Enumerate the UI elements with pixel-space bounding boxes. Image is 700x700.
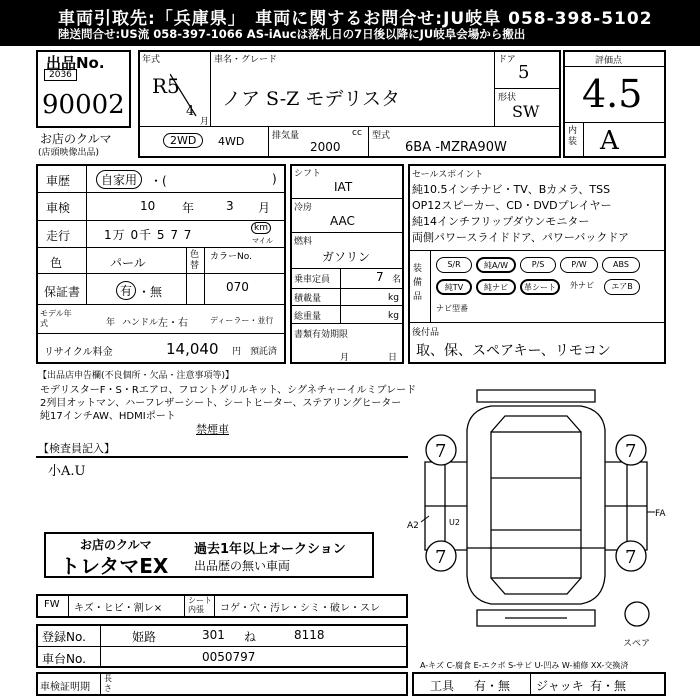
header-line-2: 陸送問合せ:US流 058-397-1066 AS-iAucは落札日の7日後以降にJU岐阜会場から搬出 [58,27,526,41]
doors-value: 5 [518,62,530,83]
ex-line-1: 過去1年以上オークション [194,542,346,557]
equip-aw: 純A/W [476,257,516,273]
inspection-label: 車検 [46,201,71,215]
color-code: 070 [226,280,249,294]
header-line-1: 車両引取先:「兵庫県」 車両に関するお問合せ:JU岐阜 058-398-5102 [58,9,653,29]
jack-value: 有・無 [590,679,627,693]
year-label: 年式 [142,55,161,65]
score-value: 4.5 [582,72,643,116]
spare-tire-icon [625,602,649,626]
mileage-unit: km [251,222,271,234]
model-value: 6BA -MZRA90W [405,140,507,155]
equip-tv: 純TV [436,279,472,295]
mark-fr: 7 [625,441,637,462]
equip-seat: 革シート [520,279,560,295]
drive-2wd: 2WD [163,133,203,148]
drive-4wd: 4WD [218,135,245,148]
shift-value: IAT [334,180,353,194]
sales-label: セールスポイント [412,170,484,180]
capacity-label: 乗車定員 [294,275,331,285]
interior-label: 内装 [568,126,578,147]
damage-legend: A-キズ C-腐食 E-エクボ S-サビ U-凹み W-補修 XX-交換済 [420,661,629,670]
seat-items: コゲ・穴・汚レ・シミ・破レ・スレ [220,603,380,614]
color-change-label: 色替 [190,250,200,271]
store-line-1: お店のクルマ [40,132,112,146]
equip-abs: ABS [602,257,640,273]
recycle-label: リサイクル料金 [44,347,113,358]
inspector-text: 小A.U [48,464,86,479]
accessories-label: 後付品 [412,328,440,338]
inspector-label: 【検査員記入】 [38,442,115,455]
equip-navi: 純ナビ [476,279,516,295]
spare-label: スペア [623,639,651,649]
store-line-2: (店頭映像出品) [38,148,100,158]
year-era: R5 [152,74,180,98]
jack-label: ジャッキ [536,679,584,693]
tools-label: 工具 [430,679,455,693]
history-rest: ・( [150,174,167,188]
car-name: ノア S-Z モデリスタ [222,88,401,110]
warranty-label: 保証書 [44,285,81,299]
interior-value: A [600,126,619,156]
ac-label: 冷房 [294,203,313,213]
doors-label: ドア [498,55,516,65]
car-diagram [405,370,670,660]
score-label: 評価点 [595,56,623,66]
chassis-label: 車台No. [42,652,86,666]
nav-model-label: ナビ型番 [436,304,468,313]
equip-sr: S/R [436,257,472,273]
mark-rr: 7 [625,547,637,568]
reg-kana: ね [244,630,257,644]
ex-small: お店のクルマ [80,538,152,552]
color-value: パール [110,256,146,270]
ex-big: トレタマEX [60,554,169,578]
lot-number: 90002 [42,90,125,120]
inspection-month: 3 [226,199,234,213]
displacement-value: 2000 [310,140,341,154]
notes-line-2: 2列目オットマン、ハーフレザーシート、シートヒーター、ステアリングヒーター [40,398,402,409]
chassis-value: 0050797 [202,650,256,664]
mark-fl: 7 [435,441,447,462]
handle-label: ハンドル [122,318,159,328]
capacity-unit: 名 [392,275,402,285]
equip-pw: P/W [560,257,598,273]
fuel-value: ガソリン [322,250,371,264]
displacement-unit: cc [352,128,362,138]
recycle-unit: 円 [232,347,242,357]
accessories-value: 取、保、スペアキー、リモコン [416,343,611,359]
shape-value: SW [512,102,540,121]
detail-block [36,164,286,364]
notes-line-1: モデリスターF・S・Rエアロ、フロントグリルキット、シグネチャーイルミブレード [40,385,417,396]
certificate-row [36,672,408,696]
note-center: U2 [449,518,460,527]
reg-num1: 301 [202,628,225,642]
model-detail-mark: 年 [106,318,116,328]
color-code-label: カラーNo. [210,252,252,262]
seat-label: シート内張 [188,596,212,614]
equip-ps: P/S [520,257,556,273]
shape-label: 形状 [498,93,517,103]
sales-line-2: OP12スピーカー、CD・DVDプレイヤー [412,199,612,212]
equip-airbag: エアB [604,279,640,295]
sales-line-4: 両側パワースライドドア、パワーバックドア [412,231,630,244]
reg-period-month: 月 [340,353,350,363]
lot-sub: 2036 [44,69,77,81]
year-month-unit: 月 [200,117,210,127]
fw-items: キズ・ヒビ・割レ× [74,603,163,614]
cert-label: 車検証明期 [40,682,90,693]
lot-label: 出品No. [46,54,105,72]
note-right: FA [655,509,666,519]
year-month: 4 [186,104,195,119]
capacity-value: 7 [376,270,384,284]
ac-value: AAC [330,214,355,228]
dealer-label: ディーラー・並行 [210,316,274,325]
equipment-label: 装備品 [413,264,423,302]
warranty-has: 有 [116,281,136,300]
reg-period-label: 書類有効期限 [294,330,349,340]
gross-unit: kg [388,311,399,321]
mark-rl: 7 [435,547,447,568]
fw-label: FW [44,599,60,610]
reg-num2: 8118 [294,628,325,642]
equip-ext-navi: 外ナビ [570,281,594,290]
mileage-value: 1万 0千 5 7 7 [104,228,193,242]
sales-line-3: 純14インチフリップダウンモニター [412,215,590,228]
inspection-year-unit: 年 [182,201,195,215]
load-label: 積載量 [294,294,322,304]
tools-value: 有・無 [474,679,511,693]
displacement-label: 排気量 [272,131,300,141]
model-detail-label: モデル年式 [40,309,72,328]
notes-banned: 禁煙車 [196,423,229,436]
warranty-none: ・無 [138,285,163,299]
car-label: 車名・グレード [214,55,278,65]
inspection-year: 10 [140,199,156,213]
gross-label: 総重量 [294,312,322,322]
model-label: 型式 [372,131,391,141]
shift-label: シフト [294,169,322,179]
ex-line-2: 出品歴の無い車両 [194,559,291,573]
cert-len: 長さ [104,674,112,693]
recycle-value: 14,040 [166,340,219,358]
reg-label: 登録No. [42,630,86,644]
reg-period-day: 日 [388,353,398,363]
reg-place: 姫路 [132,630,157,644]
load-unit: kg [388,293,399,303]
handle-side: 左・右 [158,318,188,329]
mileage-unit2: マイル [252,237,273,245]
sales-line-1: 純10.5インチナビ・TV、Bカメラ、TSS [412,183,611,196]
history-circled: 自家用 [96,170,142,189]
notes-line-3: 純17インチAW、HDMIポート [40,411,176,422]
color-label: 色 [50,256,63,270]
recycle-note: 預託済 [250,347,278,357]
history-label: 車歴 [46,174,71,188]
fuel-label: 燃料 [294,237,313,247]
notes-label: 【出品店申告欄(不良個所・欠品・注意事項等)】 [38,371,235,381]
note-left: A2 [407,521,419,531]
mileage-label: 走行 [46,229,71,243]
inspection-month-unit: 月 [258,201,271,215]
